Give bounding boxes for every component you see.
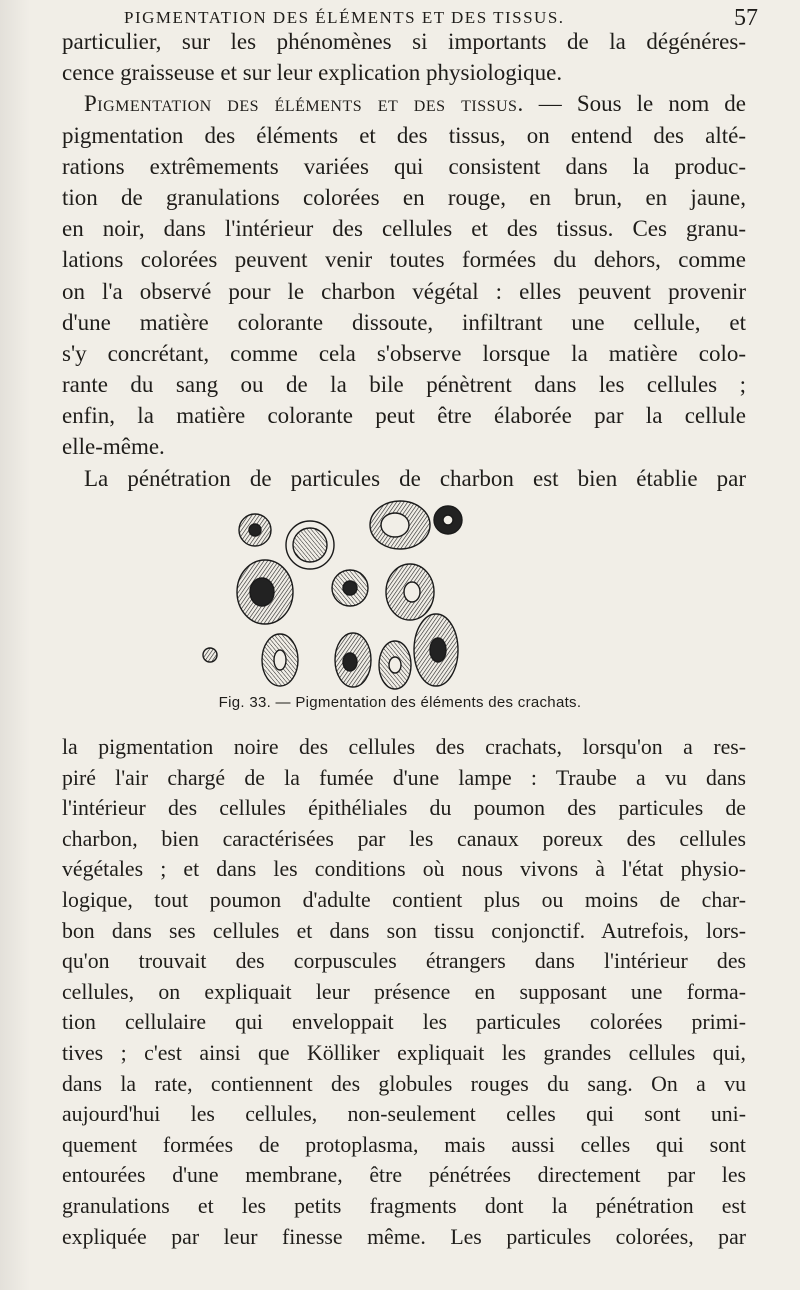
text-line: tives ; c'est ainsi que Kölliker expliquait les grandes cellules qui, (62, 1040, 746, 1065)
text-line: on l'a observé pour le charbon végétal : elles peuvent provenir (62, 278, 746, 304)
cell-top-ring (286, 521, 334, 569)
text-line: aujourd'hui les cellules, non-seulement celles qui sont uni- (62, 1102, 746, 1127)
cell-bottom-right (414, 614, 458, 686)
running-title: PIGMENTATION DES ÉLÉMENTS ET DES TISSUS. (124, 8, 565, 27)
cell-middle-left (237, 560, 293, 624)
text-line: enfin, la matière colorante peut être élaborée par la cellule (62, 403, 746, 429)
page-number: 57 (734, 4, 758, 31)
text-line: lations colorées peuvent venir toutes formées du dehors, comme (62, 247, 746, 273)
text-line: d'une matière colorante dissoute, infiltrant une cellule, et (62, 309, 746, 335)
figure-33-illustration (200, 500, 600, 690)
text-line: granulations et les petits fragments dont la pénétration est (62, 1193, 746, 1218)
cell-bottom-dot (203, 648, 217, 662)
text-line: La pénétration de particules de charbon est bien établie par (84, 465, 746, 491)
text-line: rante du sang ou de la bile pénètrent dans les cellules ; (62, 372, 746, 398)
cell-bottom-oval-3 (379, 641, 411, 689)
cell-middle-right (386, 564, 434, 620)
cell-top-right (434, 506, 462, 534)
text-line: végétales ; et dans les conditions où nous vivons à l'état physio- (62, 857, 746, 882)
figure-caption: Fig. 33. — Pigmentation des éléments des crachats. (218, 694, 582, 711)
text-line: expliquée par leur finesse même. Les particules colorées, par (62, 1224, 746, 1249)
text-line: en noir, dans l'intérieur des cellules et des tissus. Ces granu- (62, 216, 746, 242)
text-line: piré l'air chargé de la fumée d'une lampe : Traube a vu dans (62, 765, 746, 790)
text-line: elle-même. (62, 434, 165, 460)
text-line: la pigmentation noire des cellules des crachats, lorsqu'on a res- (62, 735, 746, 759)
text-line: rations extrêmements variées qui consistent dans la produc- (62, 153, 746, 179)
upper-text-block (62, 26, 746, 494)
text-fragment: — Sous le nom de (523, 91, 746, 117)
text-line: bon dans ses cellules et dans son tissu conjonctif. Autrefois, lors- (62, 918, 746, 943)
text-line: logique, tout poumon d'adulte contient plus ou moins de char- (62, 887, 746, 912)
text-line: tion de granulations colorées en rouge, en brun, en jaune, (62, 184, 746, 210)
lower-text-block (62, 732, 746, 1252)
text-line: quement formées de protoplasma, mais aussi celles qui sont (62, 1132, 746, 1157)
text-line: particulier, sur les phénomènes si importants de la dégénéres- (62, 29, 746, 54)
text-line: qu'on trouvait des corpuscules étrangers dans l'intérieur des (62, 949, 746, 974)
cell-top-large (370, 501, 430, 549)
text-line: tion cellulaire qui enveloppait les particules colorées primi- (62, 1010, 746, 1035)
text-line: s'y concrétant, comme cela s'observe lorsque la matière colo- (62, 340, 746, 366)
cell-bottom-oval-2 (335, 633, 371, 687)
page-gutter-shadow (0, 0, 30, 1290)
text-line: dans la rate, contiennent des globules rouges du sang. On a vu (62, 1071, 746, 1096)
cell-middle (332, 570, 368, 606)
section-first-line (62, 88, 746, 119)
text-line: entourées d'une membrane, être pénétrées directement par les (62, 1163, 746, 1188)
text-line: charbon, bien caractérisées par les canaux poreux des cellules (62, 826, 746, 851)
cell-bottom-oval-1 (262, 634, 298, 686)
text-line: l'intérieur des cellules épithéliales du poumon des particules de (62, 796, 746, 821)
section-heading: Pigmentation des éléments et des tissus. (84, 91, 524, 117)
text-line: cellules, on expliquait leur présence en supposant une forma- (62, 979, 746, 1004)
text-line: pigmentation des éléments et des tissus, on entend des alté- (62, 122, 746, 148)
text-line: cence graisseuse et sur leur explication physiologique. (62, 60, 563, 86)
cell-top-left (239, 514, 271, 546)
